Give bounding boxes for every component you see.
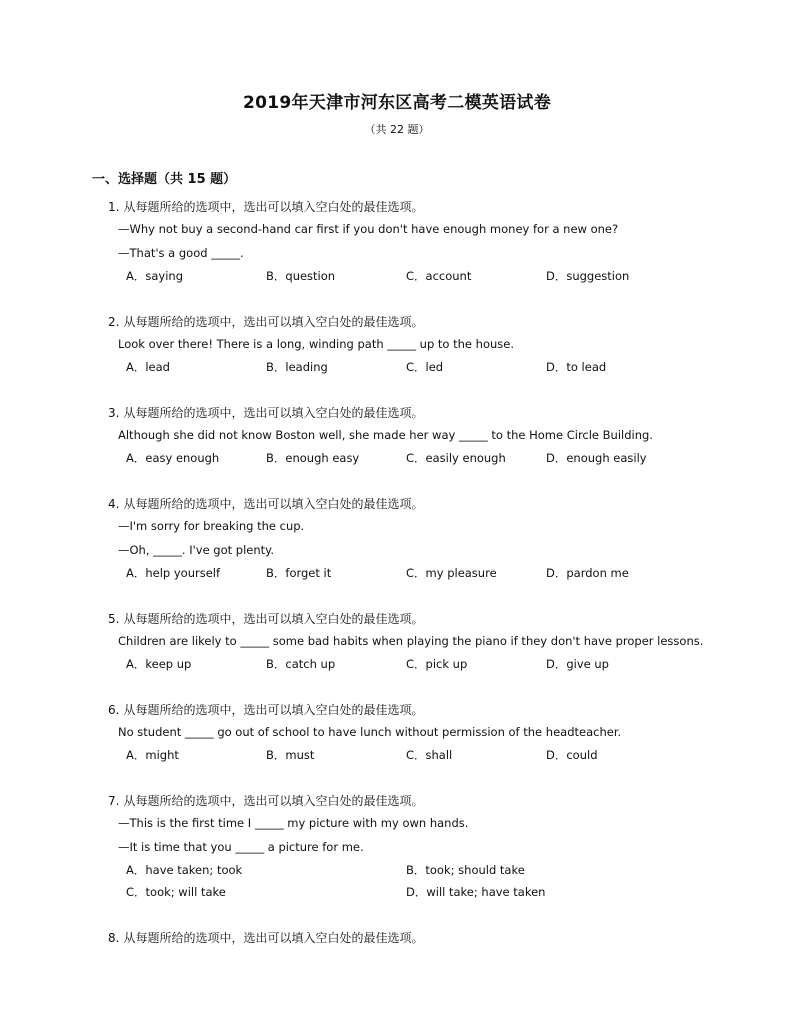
option-d[interactable]: D．will take; have taken <box>406 885 546 899</box>
options-row <box>108 562 728 584</box>
option-a[interactable]: A．saying <box>126 269 183 283</box>
question-8 <box>108 928 728 948</box>
question-number: 1. <box>108 200 120 214</box>
option-c[interactable]: C．account <box>406 269 472 283</box>
option-b[interactable]: B．must <box>266 748 315 762</box>
option-a[interactable]: A．might <box>126 748 179 762</box>
options-row <box>108 653 728 675</box>
page-title: 2019年天津市河东区高考二模英语试卷 <box>242 93 551 113</box>
question-number: 5. <box>108 612 120 626</box>
option-c[interactable]: C．easily enough <box>406 451 506 465</box>
question-line: Children are likely to _____ some bad habits when playing the piano if they don't have proper lessons. <box>118 634 704 648</box>
question-number: 6. <box>108 703 120 717</box>
option-d[interactable]: D．pardon me <box>546 566 629 580</box>
option-a[interactable]: A．help yourself <box>126 566 221 580</box>
option-a[interactable]: A．keep up <box>126 657 192 671</box>
question-line: —This is the first time I _____ my picture with my own hands. <box>118 816 469 830</box>
option-c[interactable]: C．my pleasure <box>406 566 497 580</box>
question-line: —Oh, _____. I've got plenty. <box>118 543 274 557</box>
question-line: Look over there! There is a long, winding path _____ up to the house. <box>118 337 514 351</box>
question-line: —I'm sorry for breaking the cup. <box>118 519 305 533</box>
option-c[interactable]: C．took; will take <box>126 885 226 899</box>
question-line: —It is time that you _____ a picture for me. <box>118 840 364 854</box>
question-instruction: 从每题所给的选项中，选出可以填入空白处的最佳选项。 <box>123 612 424 626</box>
question-instruction: 从每题所给的选项中，选出可以填入空白处的最佳选项。 <box>123 315 424 329</box>
option-a[interactable]: A．have taken; took <box>126 863 243 877</box>
option-d[interactable]: D．could <box>546 748 598 762</box>
option-b[interactable]: B．forget it <box>266 566 332 580</box>
question-2 <box>108 312 728 378</box>
option-d[interactable]: D．to lead <box>546 360 607 374</box>
option-b[interactable]: B．catch up <box>266 657 336 671</box>
options-row <box>108 744 728 766</box>
question-number: 2. <box>108 315 120 329</box>
question-line: —Why not buy a second-hand car first if you don't have enough money for a new one? <box>118 222 619 236</box>
question-instruction: 从每题所给的选项中，选出可以填入空白处的最佳选项。 <box>123 406 424 420</box>
question-number: 3. <box>108 406 120 420</box>
options-row <box>108 859 728 881</box>
question-instruction: 从每题所给的选项中，选出可以填入空白处的最佳选项。 <box>123 200 424 214</box>
question-instruction: 从每题所给的选项中，选出可以填入空白处的最佳选项。 <box>123 931 424 945</box>
option-b[interactable]: B．enough easy <box>266 451 360 465</box>
option-d[interactable]: D．give up <box>546 657 609 671</box>
option-d[interactable]: D．suggestion <box>546 269 630 283</box>
option-c[interactable]: C．led <box>406 360 444 374</box>
question-instruction: 从每题所给的选项中，选出可以填入空白处的最佳选项。 <box>123 794 424 808</box>
options-row <box>108 447 728 469</box>
options-row <box>108 265 728 287</box>
question-instruction: 从每题所给的选项中，选出可以填入空白处的最佳选项。 <box>123 497 424 511</box>
options-row <box>108 881 728 903</box>
page-subtitle: （共 22 题） <box>364 123 430 136</box>
question-1 <box>108 197 728 287</box>
option-b[interactable]: B．leading <box>266 360 328 374</box>
question-number: 4. <box>108 497 120 511</box>
question-6 <box>108 700 728 766</box>
option-a[interactable]: A．easy enough <box>126 451 220 465</box>
option-b[interactable]: B．took; should take <box>406 863 525 877</box>
question-line: No student _____ go out of school to have lunch without permission of the headteacher. <box>118 725 622 739</box>
options-row <box>108 356 728 378</box>
option-c[interactable]: C．shall <box>406 748 453 762</box>
option-c[interactable]: C．pick up <box>406 657 468 671</box>
question-3 <box>108 403 728 469</box>
question-instruction: 从每题所给的选项中，选出可以填入空白处的最佳选项。 <box>123 703 424 717</box>
option-d[interactable]: D．enough easily <box>546 451 647 465</box>
section-heading: 一、选择题（共 15 题） <box>92 172 237 187</box>
option-b[interactable]: B．question <box>266 269 336 283</box>
question-4 <box>108 494 728 584</box>
question-number: 7. <box>108 794 120 808</box>
question-line: —That's a good _____. <box>118 246 244 260</box>
question-line: Although she did not know Boston well, she made her way _____ to the Home Circle Building. <box>118 428 653 442</box>
question-5 <box>108 609 728 675</box>
question-number: 8. <box>108 931 120 945</box>
option-a[interactable]: A．lead <box>126 360 170 374</box>
question-7 <box>108 791 728 903</box>
